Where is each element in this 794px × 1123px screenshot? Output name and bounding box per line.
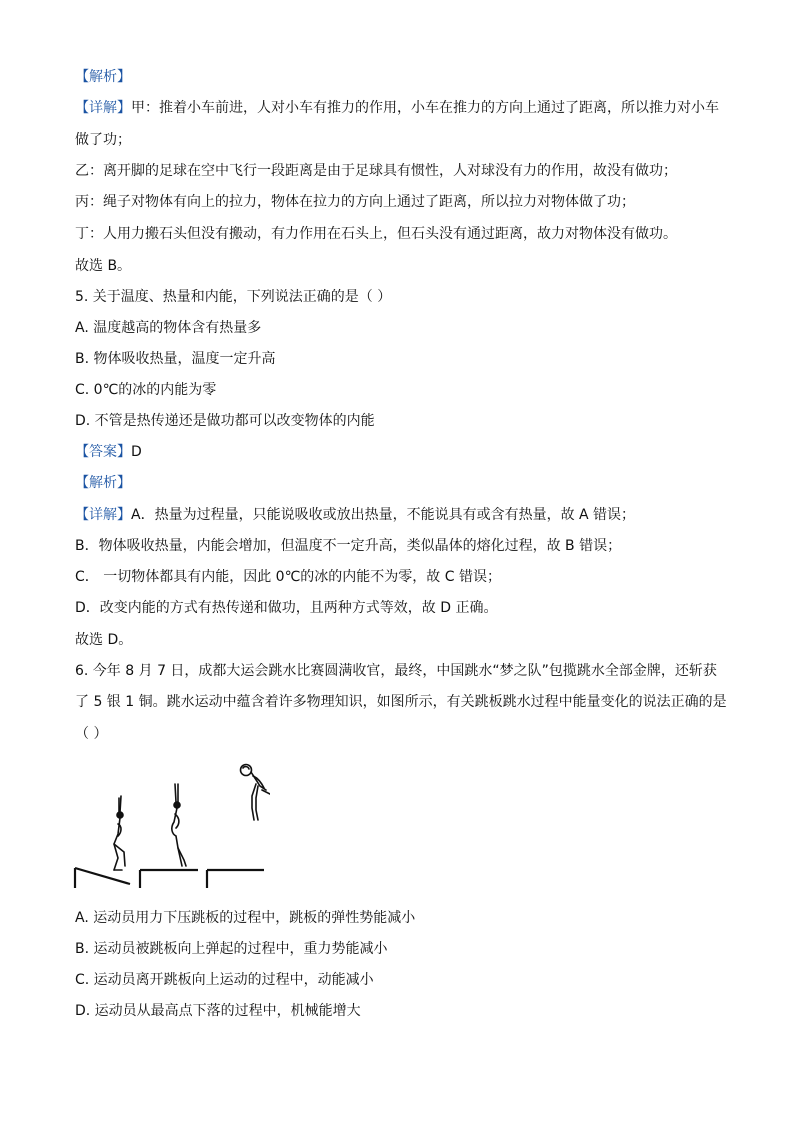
q5-detail-label: 【详解】 <box>75 507 131 523</box>
q5-answer-label: 【答案】 <box>75 444 131 460</box>
q6-option-b: B. 运动员被跳板向上弹起的过程中，重力势能减小 <box>75 941 388 957</box>
q6-option-d: D. 运动员从最高点下落的过程中，机械能增大 <box>75 1003 361 1019</box>
q6-option-c: C. 运动员离开跳板向上运动的过程中，动能减小 <box>75 972 374 988</box>
q5-detail-a: 【详解】A．热量为过程量，只能说吸收或放出热量，不能说具有或含有热量，故 A 错误； <box>75 507 636 523</box>
q4-detail-line-5: 丁：人用力搬石头但没有搬动，有力作用在石头上，但石头没有通过距离，故力对物体没有做功。 <box>75 226 677 242</box>
q6-stem-line-1: 6. 今年 8 月 7 日，成都大运会跳水比赛圆满收官，最终，中国跳水“梦之队”包揽跳水全部金牌，还斩获 <box>75 663 717 679</box>
q6-stem-line-3: （ ） <box>75 726 108 742</box>
springboard-flat-2 <box>207 870 264 888</box>
q5-option-a: A. 温度越高的物体含有热量多 <box>75 320 262 336</box>
q4-analysis-heading: 【解析】 <box>75 69 131 85</box>
q4-detail-line-3: 乙：离开脚的足球在空中飞行一段距离是由于足球具有惯性，人对球没有力的作用，故没有做功； <box>75 163 677 179</box>
springboard-flat-1 <box>140 870 198 888</box>
q4-detail-line-4: 丙：绳子对物体有向上的拉力，物体在拉力的方向上通过了距离，所以拉力对物体做了功； <box>75 194 635 210</box>
q5-option-b: B. 物体吸收热量，温度一定升高 <box>75 351 276 367</box>
q5-answer <box>75 442 734 462</box>
q5-detail-d: D．改变内能的方式有热传递和做功，且两种方式等效，故 D 正确。 <box>75 600 498 616</box>
q5-option-c: C. 0℃的冰的内能为零 <box>75 382 217 398</box>
q6-stem-line-2: 了 5 银 1 铜。跳水运动中蕴含着许多物理知识，如图所示，有关跳板跳水过程中能量变化的说法正确的是 <box>75 694 727 710</box>
diving-figure <box>70 762 270 892</box>
q4-detail-label: 【详解】 <box>75 100 131 116</box>
q5-detail-b: B．物体吸收热量，内能会增加，但温度不一定升高，类似晶体的熔化过程，故 B 错误； <box>75 538 622 554</box>
q5-analysis-heading: 【解析】 <box>75 475 131 491</box>
q5-option-d: D. 不管是热传递还是做功都可以改变物体的内能 <box>75 413 375 429</box>
diver-pressing-board <box>114 796 125 870</box>
q5-answer-value: D <box>131 444 142 460</box>
q5-detail-c: C． 一切物体都具有内能，因此 0℃的冰的内能不为零，故 C 错误； <box>75 569 501 585</box>
q5-stem: 5. 关于温度、热量和内能，下列说法正确的是（ ） <box>75 289 392 305</box>
q4-detail-line-1: 【详解】甲：推着小车前进，人对小车有推力的作用，小车在推力的方向上通过了距离，所以推力对小车 <box>75 100 719 116</box>
springboard-pressed <box>75 868 130 888</box>
q6-option-a: A. 运动员用力下压跳板的过程中，跳板的弹性势能减小 <box>75 910 416 926</box>
q4-conclusion: 故选 B。 <box>75 258 132 274</box>
diver-launching <box>172 784 186 866</box>
diver-at-peak <box>241 765 271 821</box>
q4-detail-line-2: 做了功； <box>75 132 131 148</box>
q5-conclusion: 故选 D。 <box>75 632 133 648</box>
